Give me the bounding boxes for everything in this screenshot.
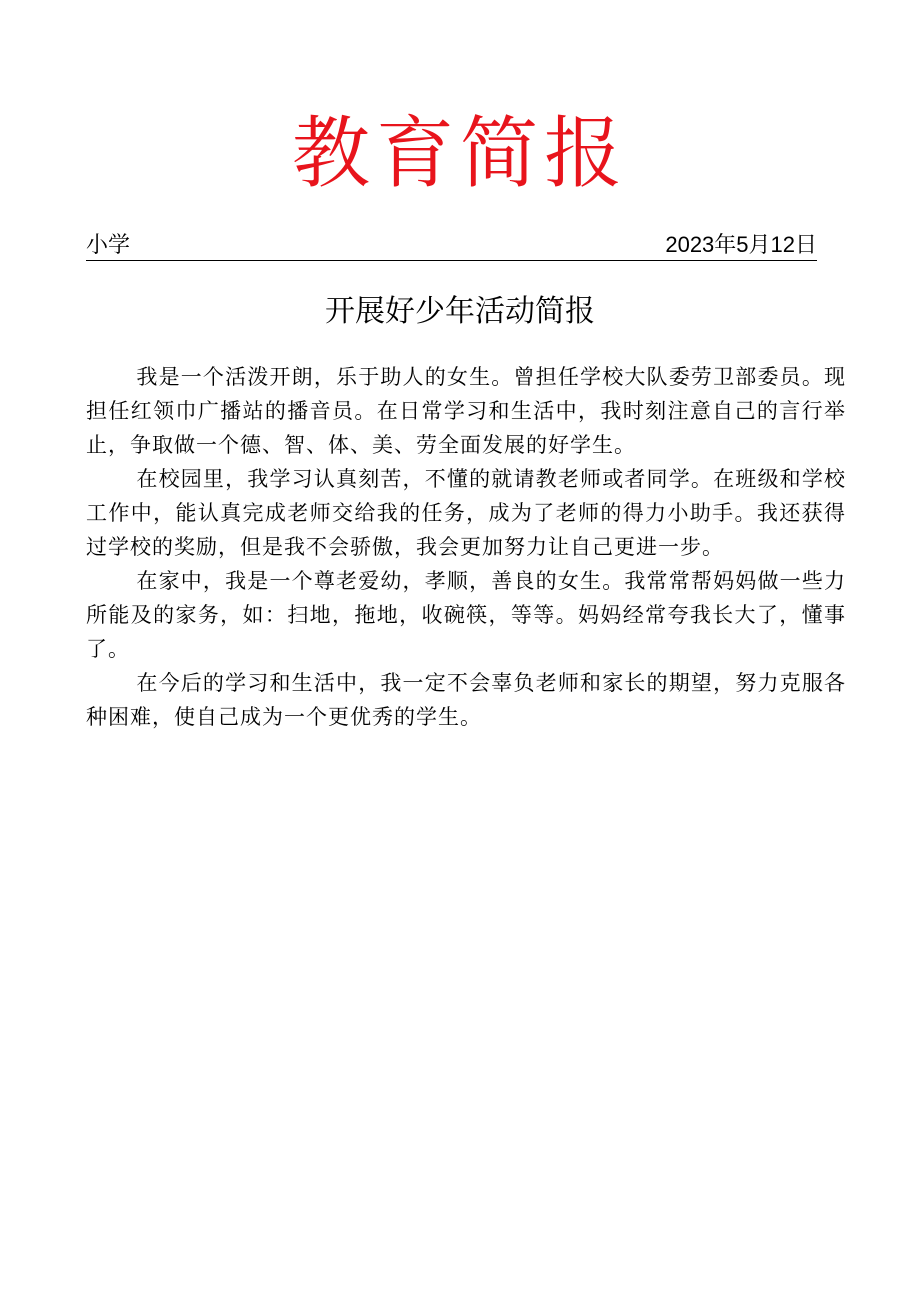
paragraph: 在校园里，我学习认真刻苦，不懂的就请教老师或者同学。在班级和学校工作中，能认真完成老师交给我的任务，成为了老师的得力小助手。我还获得过学校的奖励，但是我不会骄傲，我会更加努力让自己更进一步。: [86, 467, 846, 559]
paragraph: 在今后的学习和生活中，我一定不会辜负老师和家长的期望，努力克服各种困难，使自己成为一个更优秀的学生。: [86, 671, 846, 729]
school-name: 小学: [86, 232, 131, 257]
paragraph: 在家中，我是一个尊老爱幼，孝顺，善良的女生。我常常帮妈妈做一些力所能及的家务，如：扫地，拖地，收碗筷，等等。妈妈经常夸我长大了，懂事了。: [86, 569, 846, 661]
issue-date: 2023年5月12日: [665, 232, 817, 257]
article-title: 开展好少年活动简报: [325, 294, 595, 329]
masthead-title: 教育简报: [291, 109, 628, 199]
meta-line: [86, 230, 817, 261]
article-body: [86, 360, 846, 734]
paragraph: 我是一个活泼开朗，乐于助人的女生。曾担任学校大队委劳卫部委员。现担任红领巾广播站的播音员。在日常学习和生活中，我时刻注意自己的言行举止，争取做一个德、智、体、美、劳全面发展的好学生。: [86, 365, 846, 457]
